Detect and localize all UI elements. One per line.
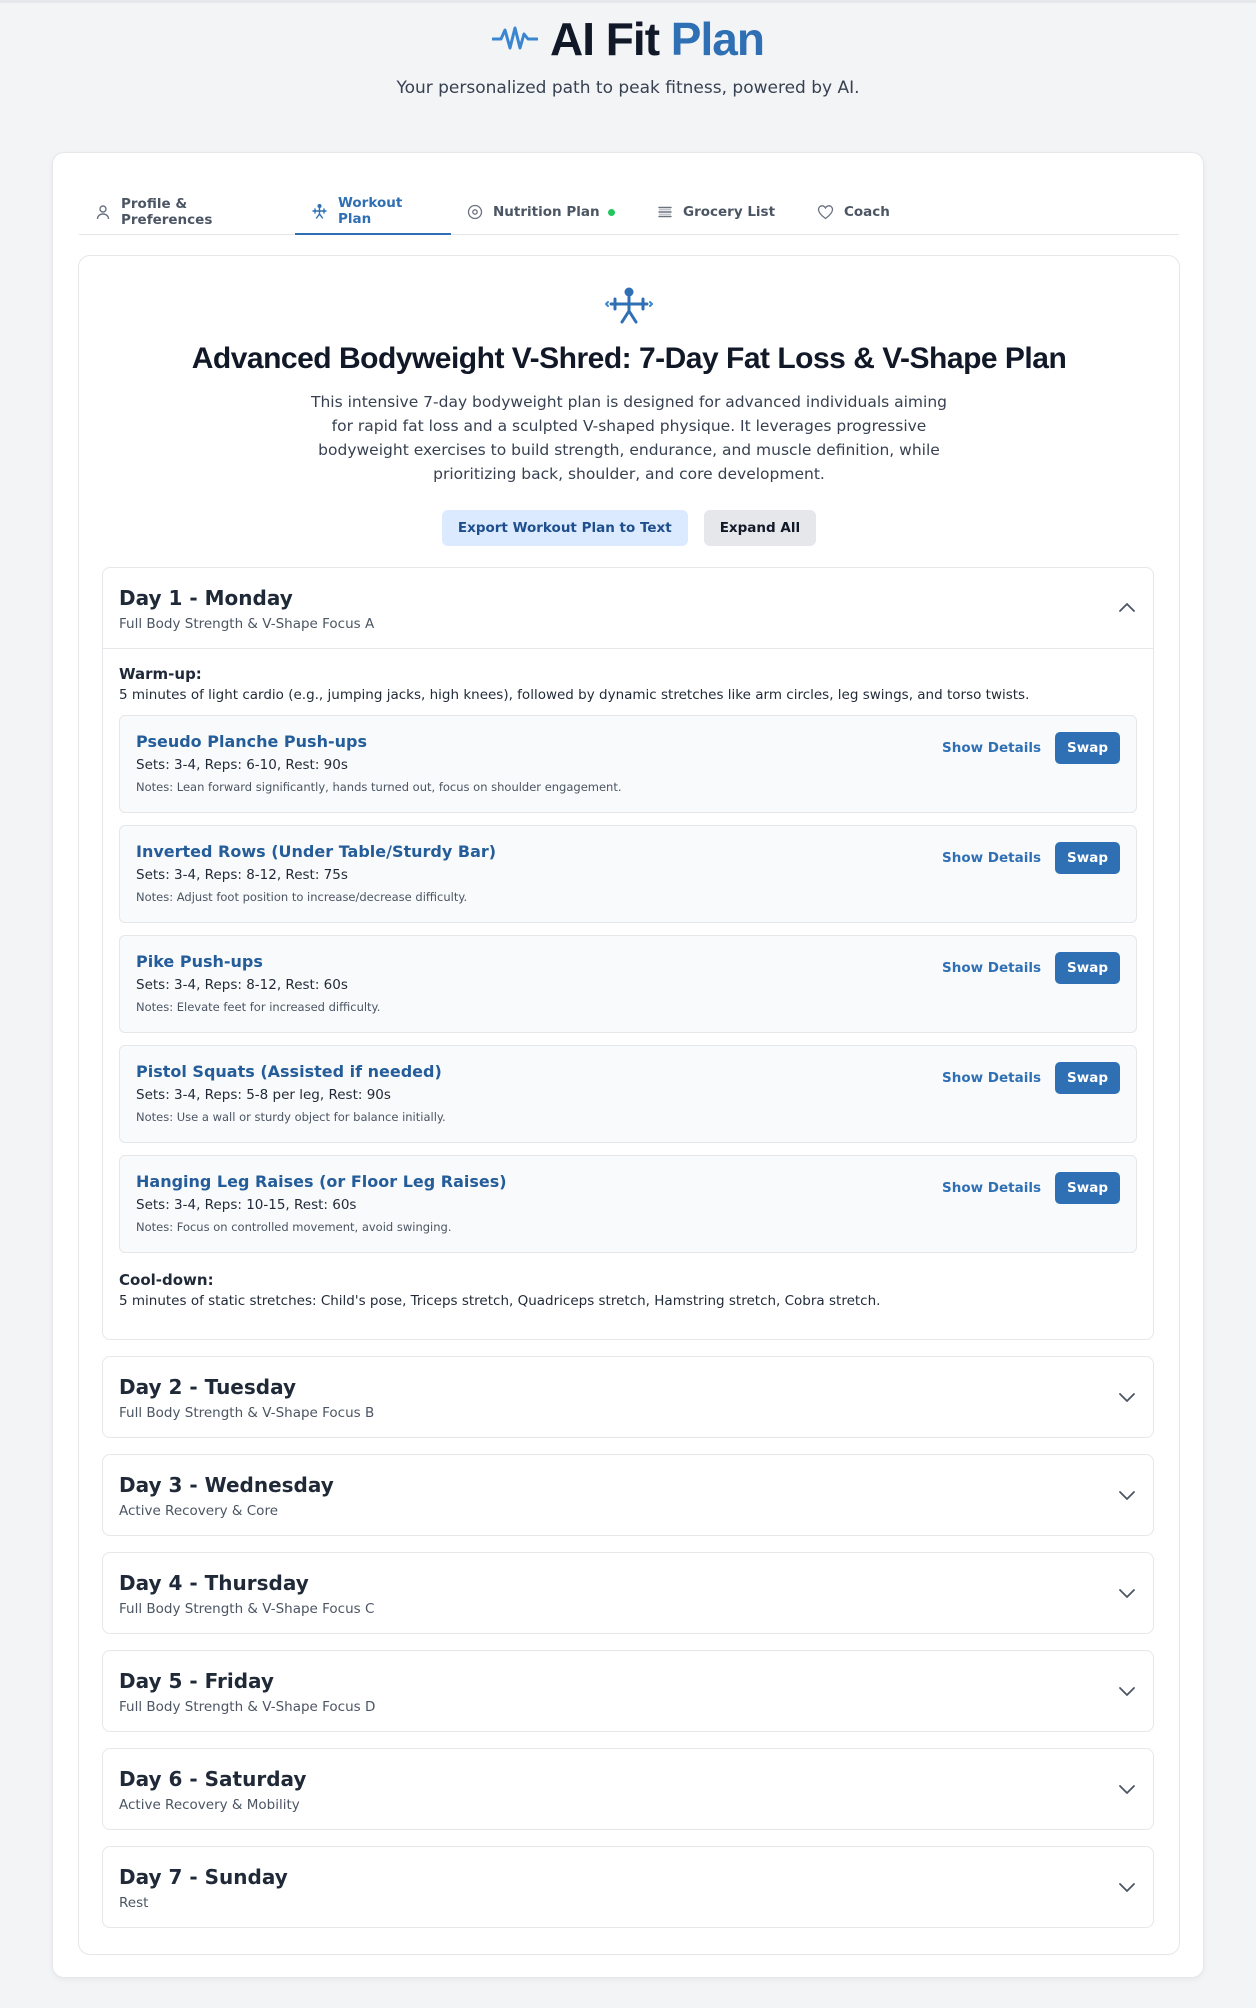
day-section-3 xyxy=(102,1454,1154,1536)
tagline: Your personalized path to peak fitness, powered by AI. xyxy=(396,78,860,98)
exercise-actions xyxy=(942,952,1120,984)
day-section-7 xyxy=(102,1846,1154,1928)
day-subtitle: Rest xyxy=(119,1895,149,1911)
plan-title: Advanced Bodyweight V-Shred: 7-Day Fat Loss & V-Shape Plan xyxy=(191,342,1067,375)
warmup-text: 5 minutes of light cardio (e.g., jumping jacks, high knees), followed by dynamic stretches like arm circles, leg swings, and torso twists. xyxy=(119,687,1030,703)
cooldown-label: Cool-down: xyxy=(119,1271,214,1289)
exercise-card xyxy=(119,1155,1137,1253)
day-section-1 xyxy=(102,567,1154,1340)
swap-button[interactable]: Swap xyxy=(1055,842,1120,874)
warmup-label: Warm-up: xyxy=(119,665,202,683)
show-details-link[interactable]: Show Details xyxy=(942,1180,1042,1196)
heart-icon xyxy=(817,204,834,220)
exercise-meta: Sets: 3-4, Reps: 5-8 per leg, Rest: 90s xyxy=(136,1087,391,1103)
workout-plan-panel xyxy=(78,255,1180,1955)
day-title: Day 3 - Wednesday xyxy=(119,1473,334,1497)
day-subtitle: Active Recovery & Core xyxy=(119,1503,279,1519)
exercise-meta: Sets: 3-4, Reps: 8-12, Rest: 75s xyxy=(136,867,348,883)
tab-coach[interactable] xyxy=(801,189,911,235)
list-icon xyxy=(657,204,673,220)
app-header xyxy=(0,14,1256,64)
tab-label: Coach xyxy=(844,204,890,220)
tab-label: Workout Plan xyxy=(338,195,403,227)
exercise-name: Inverted Rows (Under Table/Sturdy Bar) xyxy=(136,842,497,861)
tab-label: Grocery List xyxy=(683,204,776,220)
exercise-actions xyxy=(942,842,1120,874)
day-section-2 xyxy=(102,1356,1154,1438)
chevron-up-icon[interactable] xyxy=(1117,598,1137,618)
day-title: Day 6 - Saturday xyxy=(119,1767,307,1791)
swap-button[interactable]: Swap xyxy=(1055,732,1120,764)
exercise-notes: Notes: Lean forward significantly, hands turned out, focus on shoulder engagement. xyxy=(136,780,622,794)
show-details-link[interactable]: Show Details xyxy=(942,740,1042,756)
user-icon xyxy=(95,204,111,220)
exercise-card xyxy=(119,825,1137,923)
day-title: Day 2 - Tuesday xyxy=(119,1375,297,1399)
exercise-meta: Sets: 3-4, Reps: 6-10, Rest: 90s xyxy=(136,757,348,773)
day-header[interactable] xyxy=(103,568,1153,648)
day-subtitle: Full Body Strength & V-Shape Focus D xyxy=(119,1699,376,1715)
day-header[interactable] xyxy=(103,1455,1153,1535)
day-header[interactable] xyxy=(103,1553,1153,1633)
workout-icon xyxy=(605,284,653,328)
pulse-icon xyxy=(492,24,538,54)
plan-actions xyxy=(79,510,1179,546)
exercise-notes: Notes: Focus on controlled movement, avoid swinging. xyxy=(136,1220,452,1234)
cooldown-text: 5 minutes of static stretches: Child's pose, Triceps stretch, Quadriceps stretch, Hamstring stretch, Cobra stretch. xyxy=(119,1293,881,1309)
day-title: Day 4 - Thursday xyxy=(119,1571,309,1595)
exercise-notes: Notes: Adjust foot position to increase/decrease difficulty. xyxy=(136,890,468,904)
show-details-link[interactable]: Show Details xyxy=(942,1070,1042,1086)
exercise-name: Pistol Squats (Assisted if needed) xyxy=(136,1062,442,1081)
app-title: AI Fit Plan xyxy=(550,13,764,65)
day-section-6 xyxy=(102,1748,1154,1830)
day-header[interactable] xyxy=(103,1651,1153,1731)
day-subtitle: Full Body Strength & V-Shape Focus B xyxy=(119,1405,375,1421)
tab-nutrition-plan[interactable] xyxy=(451,189,641,235)
tab-grocery-list[interactable] xyxy=(641,189,801,235)
expand-all-button[interactable]: Expand All xyxy=(704,510,816,546)
chevron-down-icon[interactable] xyxy=(1117,1485,1137,1505)
chevron-down-icon[interactable] xyxy=(1117,1877,1137,1897)
day-title: Day 5 - Friday xyxy=(119,1669,274,1693)
workout-icon xyxy=(311,203,328,219)
show-details-link[interactable]: Show Details xyxy=(942,850,1042,866)
day-body xyxy=(103,648,1153,1309)
exercise-card xyxy=(119,935,1137,1033)
day-section-4 xyxy=(102,1552,1154,1634)
tab-label: Nutrition Plan xyxy=(493,204,600,220)
tab-workout-plan[interactable] xyxy=(295,189,451,235)
exercise-actions xyxy=(942,1172,1120,1204)
day-section-5 xyxy=(102,1650,1154,1732)
day-subtitle: Full Body Strength & V-Shape Focus A xyxy=(119,616,375,632)
exercise-actions xyxy=(942,732,1120,764)
show-details-link[interactable]: Show Details xyxy=(942,960,1042,976)
day-title: Day 1 - Monday xyxy=(119,586,293,610)
chevron-down-icon[interactable] xyxy=(1117,1779,1137,1799)
exercise-actions xyxy=(942,1062,1120,1094)
exercise-card xyxy=(119,1045,1137,1143)
swap-button[interactable]: Swap xyxy=(1055,952,1120,984)
main-card xyxy=(52,152,1204,1978)
day-subtitle: Full Body Strength & V-Shape Focus C xyxy=(119,1601,375,1617)
exercise-notes: Notes: Use a wall or sturdy object for balance initially. xyxy=(136,1110,446,1124)
plan-description: This intensive 7-day bodyweight plan is designed for advanced individuals aiming for rapid fat loss and a sculpted V-shaped physique. It leverages progressive bodyweight exercises to build strength, endurance, and muscle definition, while prioritizing back, shoulder, and core development. xyxy=(310,393,947,483)
exercise-name: Hanging Leg Raises (or Floor Leg Raises) xyxy=(136,1172,507,1191)
tab-profile[interactable] xyxy=(79,189,295,235)
tab-bar xyxy=(79,189,1179,235)
chevron-down-icon[interactable] xyxy=(1117,1583,1137,1603)
exercise-meta: Sets: 3-4, Reps: 10-15, Rest: 60s xyxy=(136,1197,357,1213)
day-header[interactable] xyxy=(103,1847,1153,1927)
exercise-name: Pseudo Planche Push-ups xyxy=(136,732,367,751)
export-plan-button[interactable]: Export Workout Plan to Text xyxy=(442,510,688,546)
exercise-notes: Notes: Elevate feet for increased difficulty. xyxy=(136,1000,381,1014)
swap-button[interactable]: Swap xyxy=(1055,1062,1120,1094)
tab-label: Profile & Preferences xyxy=(121,196,213,228)
exercise-meta: Sets: 3-4, Reps: 8-12, Rest: 60s xyxy=(136,977,348,993)
exercise-card xyxy=(119,715,1137,813)
day-title: Day 7 - Sunday xyxy=(119,1865,288,1889)
day-header[interactable] xyxy=(103,1749,1153,1829)
day-header[interactable] xyxy=(103,1357,1153,1437)
day-subtitle: Active Recovery & Mobility xyxy=(119,1797,300,1813)
top-border xyxy=(0,0,1256,3)
swap-button[interactable]: Swap xyxy=(1055,1172,1120,1204)
chevron-down-icon[interactable] xyxy=(1117,1387,1137,1407)
exercise-name: Pike Push-ups xyxy=(136,952,263,971)
chevron-down-icon[interactable] xyxy=(1117,1681,1137,1701)
target-icon xyxy=(467,204,483,220)
status-dot xyxy=(608,209,615,216)
